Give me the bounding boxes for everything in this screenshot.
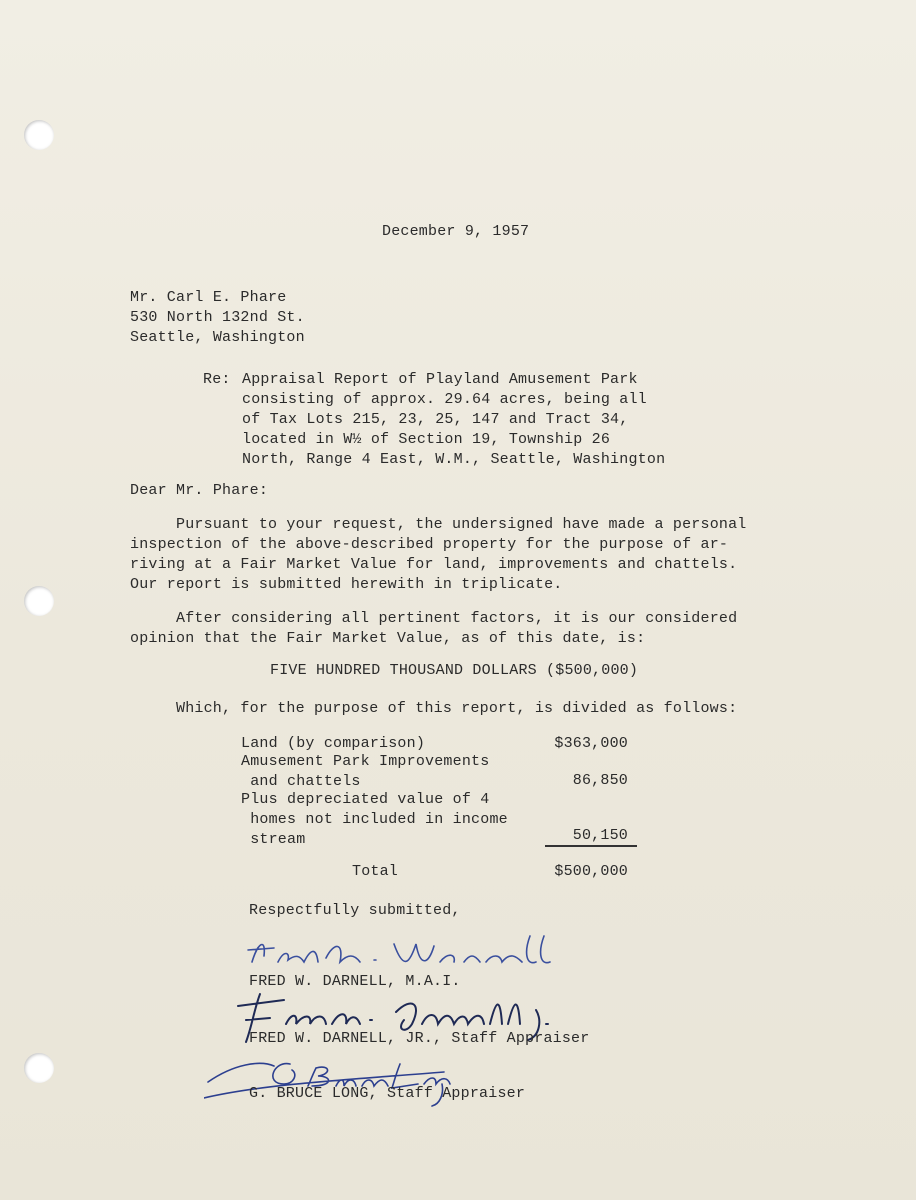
recipient-city: Seattle, Washington	[130, 329, 305, 346]
fair-market-value: FIVE HUNDRED THOUSAND DOLLARS ($500,000)	[270, 662, 639, 679]
paragraph-line: opinion that the Fair Market Value, as of this date, is:	[130, 630, 646, 647]
subject-line: consisting of approx. 29.64 acres, being all	[242, 391, 647, 408]
item-improvements-amount: 86,850	[572, 772, 628, 789]
salutation: Dear Mr. Phare:	[130, 482, 269, 499]
item-land-label: Land (by comparison)	[241, 735, 426, 752]
item-label-line: stream	[241, 831, 306, 848]
division-intro: Which, for the purpose of this report, is divided as follows:	[176, 700, 738, 717]
punch-hole-bottom	[24, 1053, 54, 1083]
signatory-3-name: G. BRUCE LONG, Staff Appraiser	[249, 1085, 526, 1102]
item-homes-amount: 50,150	[572, 827, 628, 844]
item-land-amount: $363,000	[554, 735, 628, 752]
item-label-line: homes not included in income	[241, 811, 508, 828]
paragraph-line: inspection of the above-described property for the purpose of ar-	[130, 536, 729, 553]
item-label-line: and chattels	[241, 773, 361, 790]
signatory-1-name: FRED W. DARNELL, M.A.I.	[249, 973, 461, 990]
punch-hole-middle	[24, 586, 54, 616]
subject-line: of Tax Lots 215, 23, 25, 147 and Tract 34,	[242, 411, 629, 428]
subject-block	[242, 370, 665, 470]
total-label: Total	[352, 863, 399, 880]
punch-hole-top	[24, 120, 54, 150]
item-label-line: Plus depreciated value of 4	[241, 791, 490, 808]
subject-line: Appraisal Report of Playland Amusement Park	[242, 371, 638, 388]
recipient-street: 530 North 132nd St.	[130, 309, 305, 326]
re-label: Re:	[203, 371, 231, 388]
recipient-name: Mr. Carl E. Phare	[130, 289, 287, 306]
paragraph-line: After considering all pertinent factors, it is our considered	[130, 610, 738, 627]
letter-date: December 9, 1957	[382, 223, 530, 240]
signature-fred-darnell	[244, 932, 554, 972]
paragraph-line: Pursuant to your request, the undersigned have made a personal	[130, 516, 747, 533]
paragraph-request	[130, 515, 747, 595]
closing: Respectfully submitted,	[249, 902, 461, 919]
paragraph-line: Our report is submitted herewith in triplicate.	[130, 576, 563, 593]
subject-line: North, Range 4 East, W.M., Seattle, Washington	[242, 451, 666, 468]
paragraph-line: riving at a Fair Market Value for land, improvements and chattels.	[130, 556, 738, 573]
total-amount: $500,000	[554, 863, 628, 880]
item-improvements-label	[241, 752, 489, 792]
signatory-2-name: FRED W. DARNELL, JR., Staff Appraiser	[249, 1030, 590, 1047]
recipient-address	[130, 288, 305, 348]
subject-line: located in W½ of Section 19, Township 26	[242, 431, 611, 448]
item-label-line: Amusement Park Improvements	[241, 753, 490, 770]
item-homes-label	[241, 790, 508, 850]
sum-rule	[545, 845, 637, 847]
paragraph-opinion	[130, 609, 737, 649]
